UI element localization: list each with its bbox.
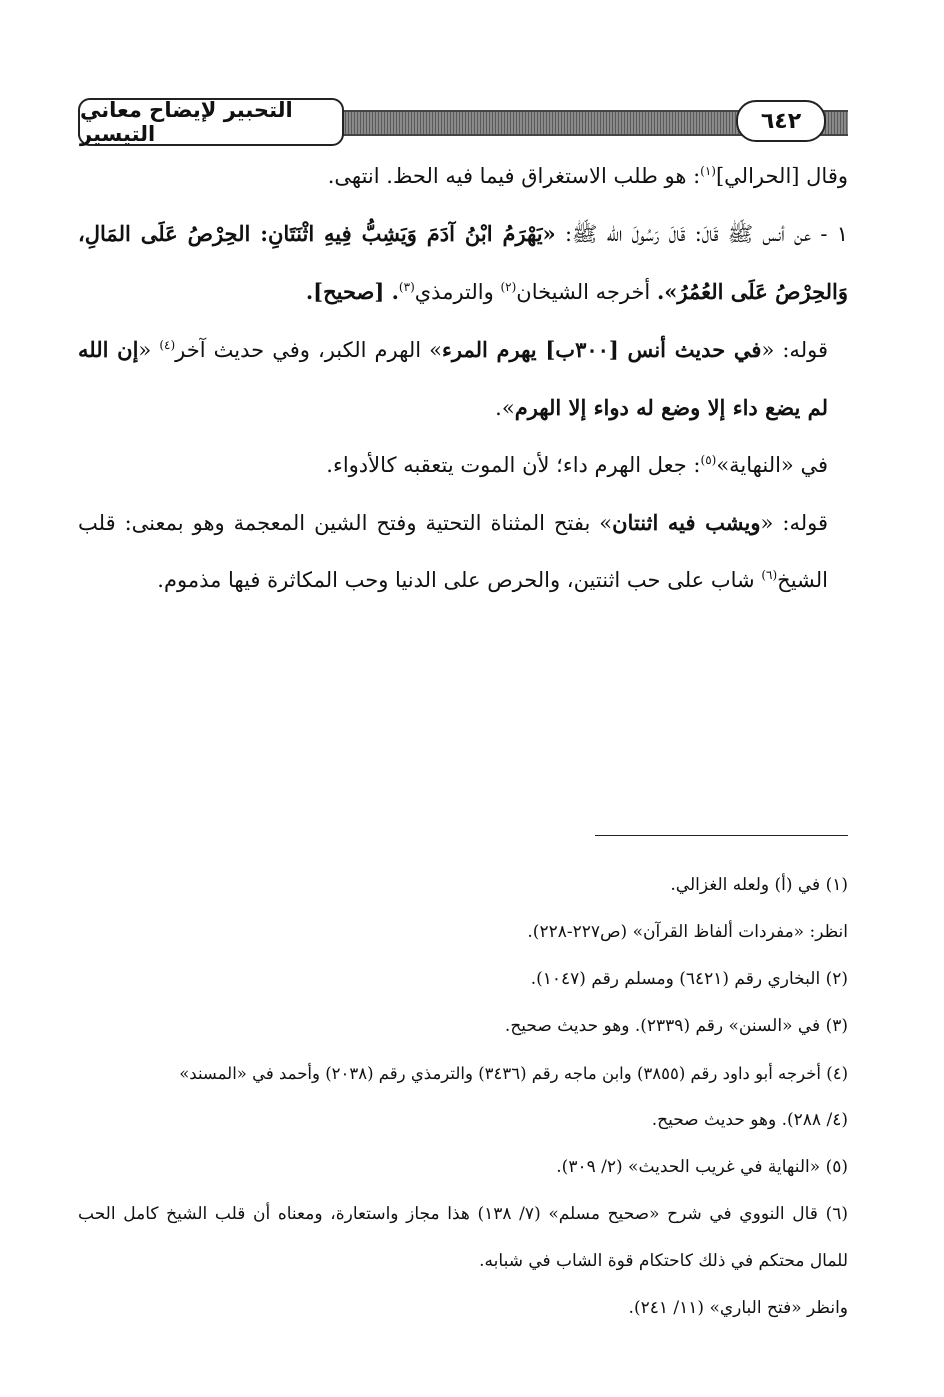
page-number: ٦٤٢ bbox=[736, 100, 826, 142]
footnote-ref-3: (٣) bbox=[398, 280, 415, 294]
footnote-1-ref: انظر: «مفردات ألفاظ القرآن» (ص٢٢٧-٢٢٨). bbox=[527, 922, 848, 942]
footnote-2: (٢) البخاري رقم (٦٤٢١) ومسلم رقم (١٠٤٧). bbox=[530, 969, 848, 989]
book-title: التحبير لإيضاح معاني التيسير bbox=[78, 98, 344, 146]
footnote-ref-1: (١) bbox=[700, 164, 716, 178]
paragraph-1: وقال [الحرالي]$^{(١)}$: هو طلب الاستغراق فيما فيه الحظ. انتهى. bbox=[327, 164, 848, 188]
footnote-3: (٣) في «السنن» رقم (٢٣٣٩). وهو حديث صحيح. bbox=[504, 1016, 848, 1036]
footnote-separator bbox=[595, 835, 848, 836]
footnote-4: (٤) أخرجه أبو داود رقم (٣٨٥٥) وابن ماجه رقم (٣٤٣٦) والترمذي رقم (٢٠٣٨) وأحمد في «المسند» bbox=[179, 1064, 848, 1083]
footnote-4-cont: (٤/ ٢٨٨). وهو حديث صحيح. bbox=[651, 1110, 848, 1130]
page-header bbox=[78, 98, 848, 146]
footnote-6-ref: وانظر «فتح الباري» (١١/ ٢٤١). bbox=[628, 1298, 848, 1318]
grading: . [صحيح]. bbox=[305, 279, 399, 304]
footnotes bbox=[78, 862, 848, 1332]
paragraph-3: قوله: «في حديث أنس [٣٠٠ب] يهرم المرء» الهرم الكبر، وفي حديث آخر$^{(٤)}$ «إن الله لم يضع داء إلا وضع له دواء إلا الهرم». bbox=[78, 337, 828, 420]
main-text bbox=[78, 148, 848, 609]
paragraph-5: قوله: «ويشب فيه اثنتان» بفتح المثناة التحتية وفتح الشين المعجمة وهو بمعنى: قلب الشيخ$^{(٦)}$ شاب على حب اثنتين، والحرص على الدنيا وحب المكاثرة فيها مذموم. bbox=[78, 510, 828, 592]
footnote-6: (٦) قال النووي في شرح «صحيح مسلم» (٧/ ١٣٨) هذا مجاز واستعارة، ومعناه أن قلب الشيخ كامل الحب للمال محتكم في ذلك كاحتكام قوة الشاب في شبابه. bbox=[78, 1204, 848, 1271]
footnote-5: (٥) «النهاية في غريب الحديث» (٢/ ٣٠٩). bbox=[556, 1157, 848, 1177]
hadith-text: «يَهْرَمُ ابْنُ آدَمَ وَيَشِبُّ فِيهِ اثْنَتَانِ: الحِرْصُ عَلَى المَالِ، وَالحِرْصُ عَلَى العُمُرُ». bbox=[78, 221, 848, 304]
footnote-ref-2: (٢) bbox=[500, 280, 517, 294]
footnote-1: (١) في (أ) ولعله الغزالي. bbox=[670, 875, 848, 895]
footnote-ref-5: (٥) bbox=[700, 453, 717, 467]
paragraph-4: في «النهاية»$^{(٥)}$: جعل الهرم داء؛ لأن الموت يتعقبه كالأدواء. bbox=[326, 453, 828, 477]
footnote-ref-6: (٦) bbox=[761, 568, 778, 582]
paragraph-hadith: ١ - عن أنس ﷺ قَالَ: قَالَ رَسُولَ الله ﷺ: «يَهْرَمُ ابْنُ آدَمَ وَيَشِبُّ فِيهِ اثْنَتَانِ: الحِرْصُ عَلَى المَالِ، وَالحِرْصُ عَلَى العُمُرُ». أخرجه الشيخان$^{(٢)}$ والترمذي$^{(٣)}$. [صحيح]. bbox=[78, 221, 848, 304]
footnote-ref-4: (٤) bbox=[159, 338, 176, 352]
